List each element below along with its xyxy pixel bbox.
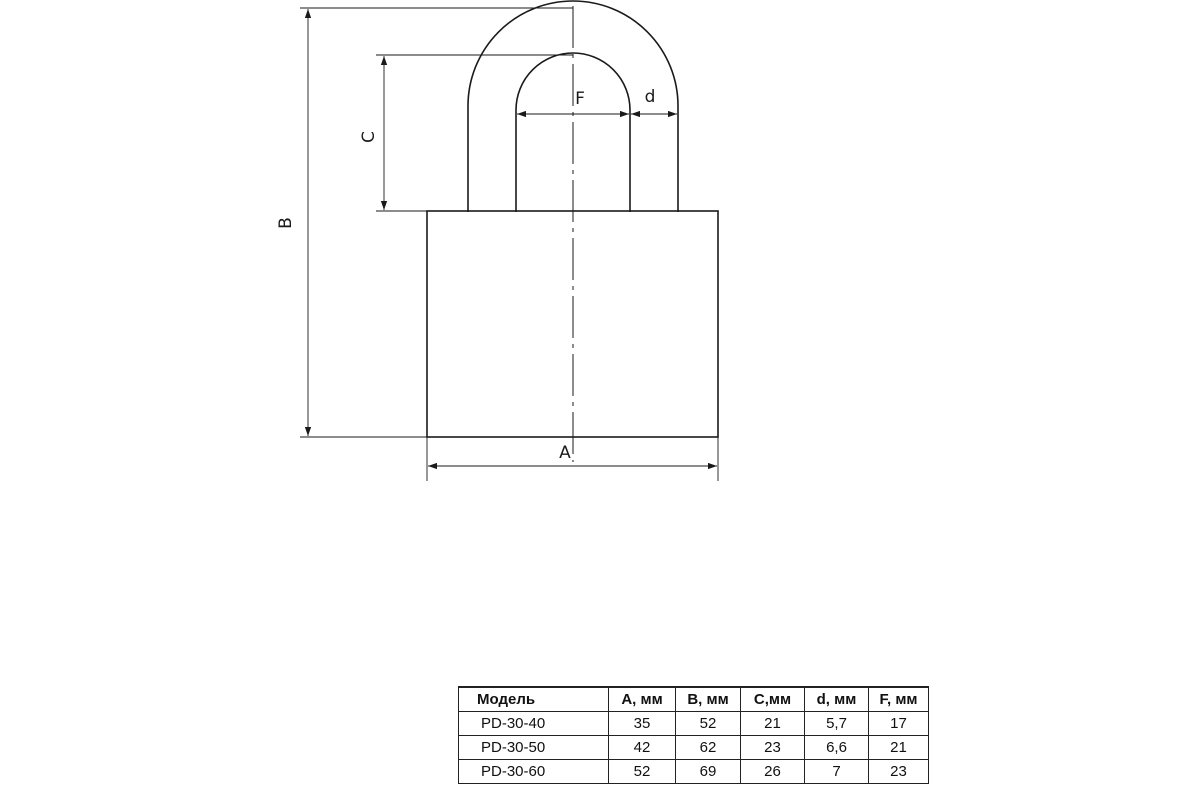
dimensions-table <box>458 686 929 784</box>
label-C: C <box>359 131 379 143</box>
header-b: B, мм <box>676 687 741 712</box>
cell-c: 21 <box>741 712 805 736</box>
cell-f: 17 <box>869 712 929 736</box>
cell-b: 52 <box>676 712 741 736</box>
cell-b: 69 <box>676 760 741 784</box>
label-B: B <box>276 217 296 229</box>
label-F: F <box>575 89 585 109</box>
header-a: A, мм <box>609 687 676 712</box>
cell-d: 7 <box>805 760 869 784</box>
table-row <box>459 760 929 784</box>
cell-model: PD-30-60 <box>459 760 609 784</box>
cell-b: 62 <box>676 736 741 760</box>
cell-model: PD-30-50 <box>459 736 609 760</box>
cell-model: PD-30-40 <box>459 712 609 736</box>
header-model: Модель <box>459 687 609 712</box>
cell-f: 21 <box>869 736 929 760</box>
cell-a: 42 <box>609 736 676 760</box>
cell-c: 23 <box>741 736 805 760</box>
table-header-row <box>459 687 929 712</box>
cell-a: 52 <box>609 760 676 784</box>
cell-d: 6,6 <box>805 736 869 760</box>
label-d: d <box>644 87 656 107</box>
cell-c: 26 <box>741 760 805 784</box>
label-A: A <box>559 443 571 463</box>
cell-f: 23 <box>869 760 929 784</box>
header-d: d, мм <box>805 687 869 712</box>
header-c: C,мм <box>741 687 805 712</box>
cell-a: 35 <box>609 712 676 736</box>
cell-d: 5,7 <box>805 712 869 736</box>
table-row <box>459 712 929 736</box>
table-row <box>459 736 929 760</box>
header-f: F, мм <box>869 687 929 712</box>
